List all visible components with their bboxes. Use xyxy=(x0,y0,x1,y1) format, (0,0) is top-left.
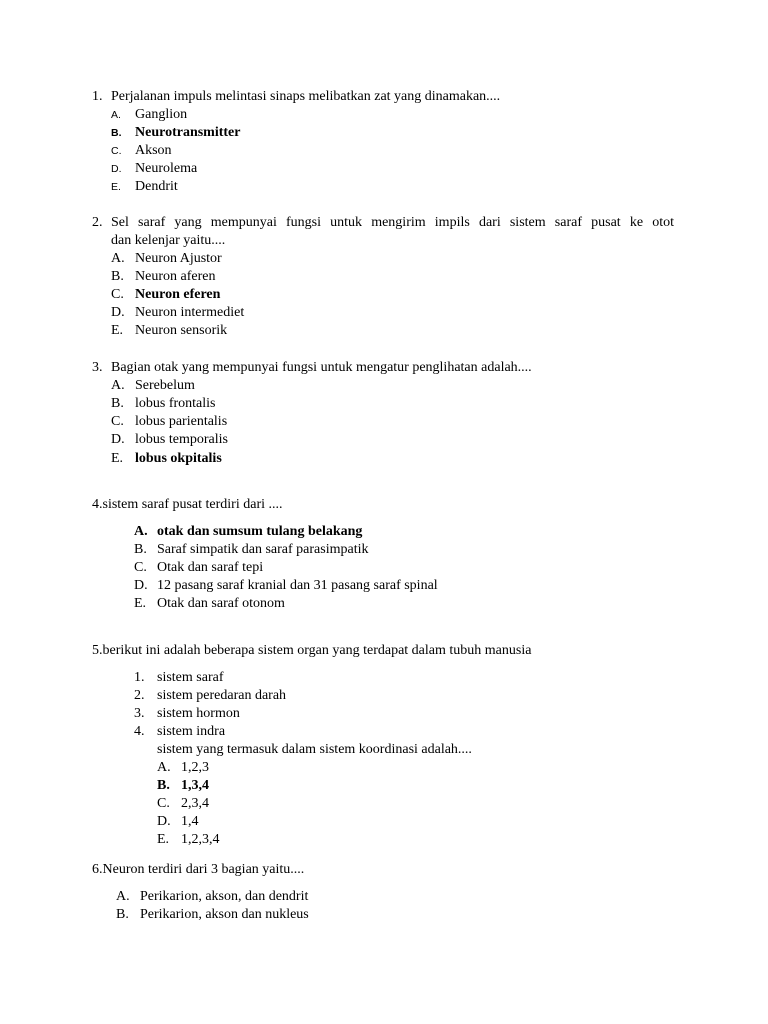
option-text: Neurolema xyxy=(135,161,198,176)
option-text: Akson xyxy=(135,143,172,158)
item-number: 2. xyxy=(134,688,145,703)
option-letter: B. xyxy=(111,269,124,284)
option-letter: E. xyxy=(111,451,124,466)
option-text: Neuron intermediet xyxy=(135,305,245,320)
option-letter: C. xyxy=(111,145,122,157)
option-letter: B. xyxy=(157,778,170,793)
question-text: Perjalanan impuls melintasi sinaps melibatkan zat yang dinamakan.... xyxy=(111,89,501,104)
option-text: lobus frontalis xyxy=(135,396,216,411)
item-number: 4. xyxy=(134,724,145,739)
option-text-correct: Neurotransmitter xyxy=(135,125,241,140)
option-letter: D. xyxy=(134,578,148,593)
option-letter: A. xyxy=(111,109,121,121)
option-text: Neuron aferen xyxy=(135,269,216,284)
item-number: 3. xyxy=(134,706,145,721)
option-letter: C. xyxy=(111,287,124,302)
option-letter: B. xyxy=(111,396,124,411)
question-text-line-2: dan kelenjar yaitu.... xyxy=(111,233,226,248)
option-letter: C. xyxy=(157,796,170,811)
question-number: 3. xyxy=(92,360,103,375)
option-text: lobus parientalis xyxy=(135,414,228,429)
option-text: 1,2,3 xyxy=(181,760,209,775)
question-text: Bagian otak yang mempunyai fungsi untuk mengatur penglihatan adalah.... xyxy=(111,360,532,375)
option-text: Neuron Ajustor xyxy=(135,251,222,266)
question-number: 1. xyxy=(92,89,103,104)
option-text-correct: 1,3,4 xyxy=(181,778,209,793)
item-text: sistem indra xyxy=(157,724,226,739)
question-number: 2. xyxy=(92,215,103,230)
option-text: 1,4 xyxy=(181,814,199,829)
option-letter: A. xyxy=(111,378,125,393)
option-text-correct: Neuron eferen xyxy=(135,287,221,302)
question-prompt: sistem yang termasuk dalam sistem koordinasi adalah.... xyxy=(157,742,472,757)
question-text: 5.berikut ini adalah beberapa sistem organ yang terdapat dalam tubuh manusia xyxy=(92,643,532,658)
option-letter: C. xyxy=(111,414,124,429)
option-letter: D. xyxy=(111,163,122,175)
option-letter: E. xyxy=(111,181,121,193)
item-number: 1. xyxy=(134,670,145,685)
option-letter: A. xyxy=(116,889,130,904)
option-letter: A. xyxy=(157,760,171,775)
option-letter: E. xyxy=(157,832,170,847)
option-text: Neuron sensorik xyxy=(135,323,228,338)
option-text: Otak dan saraf tepi xyxy=(157,560,264,575)
option-text: Perikarion, akson dan nukleus xyxy=(140,907,309,922)
option-text: Saraf simpatik dan saraf parasimpatik xyxy=(157,542,369,557)
option-text: 1,2,3,4 xyxy=(181,832,220,847)
option-text-correct: otak dan sumsum tulang belakang xyxy=(157,524,363,539)
option-text: Perikarion, akson, dan dendrit xyxy=(140,889,309,904)
option-letter: C. xyxy=(134,560,147,575)
option-letter: E. xyxy=(111,323,124,338)
option-text: Dendrit xyxy=(135,179,178,194)
question-text: 6.Neuron terdiri dari 3 bagian yaitu.... xyxy=(92,862,305,877)
option-text: lobus temporalis xyxy=(135,432,228,447)
option-text: Serebelum xyxy=(135,378,195,393)
question-text: 4.sistem saraf pusat terdiri dari .... xyxy=(92,497,283,512)
option-letter: D. xyxy=(157,814,171,829)
option-text: Otak dan saraf otonom xyxy=(157,596,285,611)
option-letter: A. xyxy=(134,524,148,539)
option-letter: B. xyxy=(111,127,122,139)
item-text: sistem hormon xyxy=(157,706,240,721)
option-letter: D. xyxy=(111,305,125,320)
option-text-correct: lobus okpitalis xyxy=(135,451,222,466)
option-text: Ganglion xyxy=(135,107,188,122)
item-text: sistem saraf xyxy=(157,670,224,685)
option-letter: D. xyxy=(111,432,125,447)
option-text: 12 pasang saraf kranial dan 31 pasang saraf spinal xyxy=(157,578,438,593)
option-letter: B. xyxy=(134,542,147,557)
option-text: 2,3,4 xyxy=(181,796,209,811)
question-text-line-1: Sel saraf yang mempunyai fungsi untuk mengirim impils dari sistem saraf pusat ke otot xyxy=(111,215,674,230)
option-letter: E. xyxy=(134,596,147,611)
option-letter: A. xyxy=(111,251,125,266)
item-text: sistem peredaran darah xyxy=(157,688,287,703)
option-letter: B. xyxy=(116,907,129,922)
